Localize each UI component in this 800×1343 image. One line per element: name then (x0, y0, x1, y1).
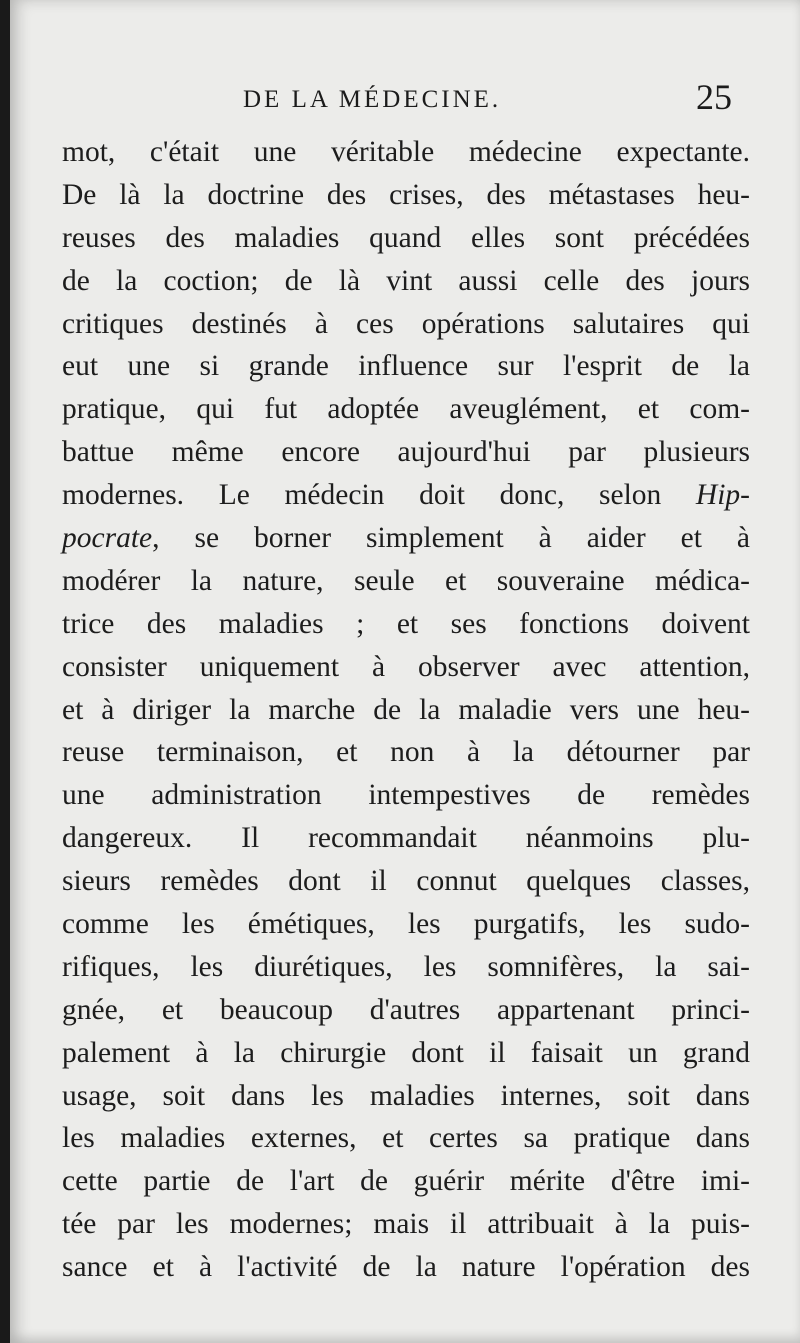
book-page (10, 0, 800, 1343)
text-line-22: palement à la chirurgie dont il faisait un grand (62, 1036, 750, 1069)
text-line-24: les maladies externes, et certes sa pratique dans (62, 1122, 750, 1155)
text-line-5: critiques destinés à ces opérations salutaires qui (62, 307, 750, 340)
text-line-12: trice des maladies ; et ses fonctions doivent (62, 607, 750, 640)
text-line-14: et à diriger la marche de la maladie vers une heu- (62, 693, 750, 726)
text-line-9: modernes. Le médecin doit donc, selon Hip- (62, 479, 750, 512)
text-line-15: reuse terminaison, et non à la détourner par (62, 736, 750, 769)
text-line-25: cette partie de l'art de guérir mérite d'être imi- (62, 1165, 750, 1198)
text-line-1: mot, c'était une véritable médecine expectante. (62, 136, 750, 168)
text-line-17: dangereux. Il recommandait néanmoins plu- (62, 822, 750, 855)
text-line-19: comme les émétiques, les purgatifs, les sudo- (62, 908, 750, 941)
text-line-18: sieurs remèdes dont il connut quelques classes, (62, 865, 750, 898)
text-line-4: de la coction; de là vint aussi celle des jours (62, 264, 750, 297)
text-line-23: usage, soit dans les maladies internes, soit dans (62, 1079, 750, 1112)
text-line-7: pratique, qui fut adoptée aveuglément, et com- (62, 393, 750, 426)
text-line-26: tée par les modernes; mais il attribuait à la puis- (62, 1208, 750, 1241)
text-line-3: reuses des maladies quand elles sont précédées (62, 221, 750, 254)
text-line-11: modérer la nature, seule et souveraine médica- (62, 564, 750, 597)
text-line-8: battue même encore aujourd'hui par plusieurs (62, 436, 750, 469)
text-line-20: rifiques, les diurétiques, les somnifères, la sai- (62, 950, 750, 983)
italic-name-part-1: Hip- (695, 479, 750, 512)
text-line-2: De là la doctrine des crises, des métastases heu- (62, 178, 750, 211)
text-line-16: une administration intempestives de remèdes (62, 779, 750, 812)
page-number: 25 (696, 77, 732, 117)
italic-name-part-2: pocrate (62, 522, 153, 555)
text-line-13: consister uniquement à observer avec attention, (62, 650, 750, 683)
text-line-21: gnée, et beaucoup d'autres appartenant princi- (62, 993, 750, 1026)
running-head: DE LA MÉDECINE. (243, 86, 502, 113)
text-line-27: sance et à l'activité de la nature l'opération des (62, 1251, 750, 1284)
text-line-10: pocrate, se borner simplement à aider et à (62, 522, 750, 555)
text-line-6: eut une si grande influence sur l'esprit de la (62, 350, 750, 383)
body-text (62, 131, 750, 1289)
